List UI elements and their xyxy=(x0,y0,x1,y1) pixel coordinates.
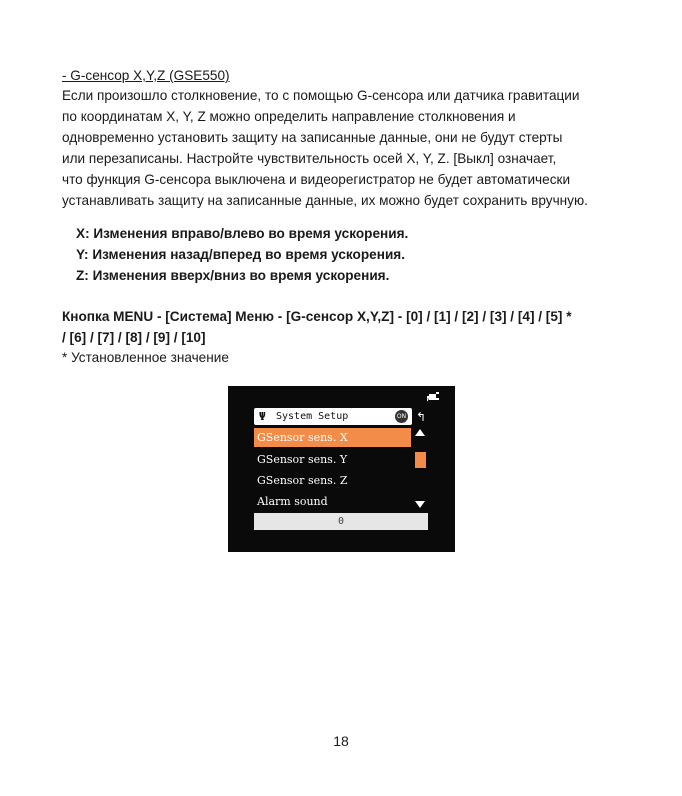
scroll-up-icon[interactable] xyxy=(415,429,425,436)
paragraph-line: одновременно установить защиту на записанные данные, они не будут стерты xyxy=(62,130,563,145)
power-plug-icon xyxy=(427,389,443,403)
menu-header xyxy=(254,408,412,425)
menu-path-line: Кнопка MENU - [Система] Меню - [G-сенсор X,Y,Z] - [0] / [1] / [2] / [3] / [4] / [5] * xyxy=(62,309,572,324)
device-screen xyxy=(228,386,455,552)
menu-header-title: System Setup xyxy=(276,411,349,422)
menu-item-gsensor-z[interactable]: GSensor sens. Z xyxy=(257,474,348,487)
footnote: * Установленное значение xyxy=(62,350,229,365)
paragraph-line: устанавливать защиту на записанные данные, их можно будет сохранить вручную. xyxy=(62,193,588,208)
selected-value: 0 xyxy=(254,513,428,530)
axis-x-description: X: Изменения вправо/влево во время ускорения. xyxy=(76,226,409,241)
scroll-down-icon[interactable] xyxy=(415,501,425,508)
menu-item-gsensor-x[interactable]: GSensor sens. X xyxy=(254,428,411,447)
menu-path-line: / [6] / [7] / [8] / [9] / [10] xyxy=(62,330,206,345)
section-title: - G-сенсор X,Y,Z (GSE550) xyxy=(62,68,230,83)
menu-item-gsensor-y[interactable]: GSensor sens. Y xyxy=(257,453,348,466)
back-arrow-icon[interactable]: ↰ xyxy=(416,410,427,424)
page-number: 18 xyxy=(333,733,349,749)
paragraph-line: Если произошло столкновение, то с помощью G-сенсора или датчика гравитации xyxy=(62,88,580,103)
paragraph-line: или перезаписаны. Настройте чувствительность осей X, Y, Z. [Выкл] означает, xyxy=(62,151,557,166)
tools-icon: Ψ xyxy=(259,410,266,423)
scrollbar-thumb[interactable] xyxy=(415,452,426,468)
axis-z-description: Z: Изменения вверх/вниз во время ускорения. xyxy=(76,268,390,283)
menu-item-alarm-sound[interactable]: Alarm sound xyxy=(257,495,328,508)
axis-y-description: Y: Изменения назад/вперед во время ускорения. xyxy=(76,247,406,262)
paragraph-line: по координатам X, Y, Z можно определить направление столкновения и xyxy=(62,109,516,124)
paragraph-line: что функция G-сенсора выключена и видеорегистратор не будет автоматически xyxy=(62,172,571,187)
on-badge: ON xyxy=(395,410,408,423)
